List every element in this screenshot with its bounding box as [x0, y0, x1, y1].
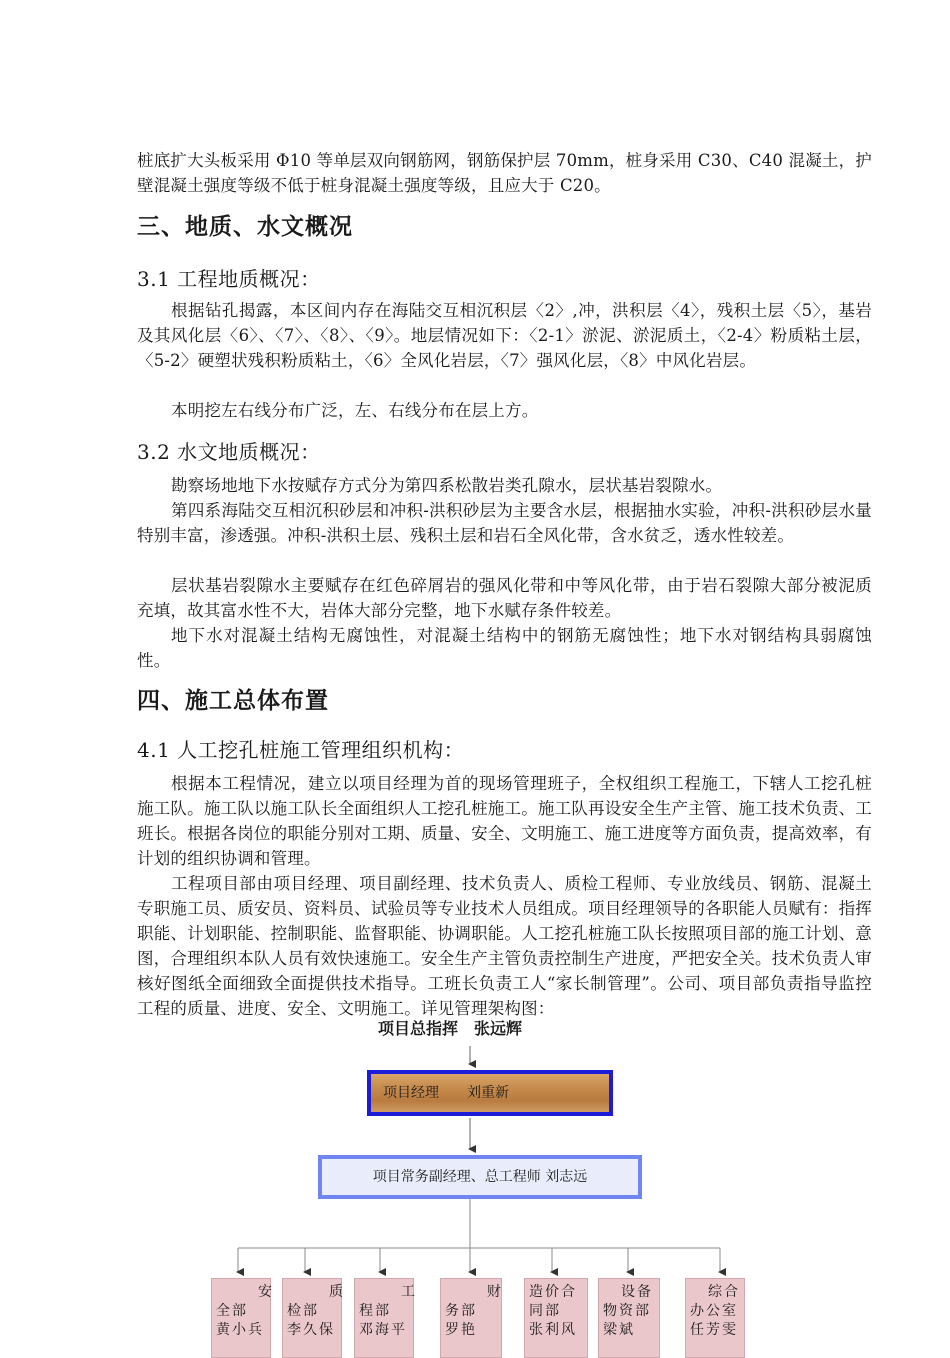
org-dept-cost-contract: 造价合同部 张利风	[524, 1278, 588, 1358]
org-dept-quality: 质检部 李久保	[282, 1278, 342, 1358]
org-chart-top-commander: 项目总指挥 张远辉	[378, 1019, 523, 1038]
paragraph-4-1-a: 根据本工程情况，建立以项目经理为首的现场管理班子，全权组织工程施工，下辖人工挖孔桩施工队。施工队以施工队长全面组织人工挖孔桩施工。施工队再设安全生产主管、施工技术负责、工班长。根据各岗位的职能分别对工期、质量、安全、文明施工、施工进度等方面负责，提高效率，有计划的组织协调和管理。	[137, 774, 872, 868]
org-dept-engineering: 工程部 邓海平	[354, 1278, 414, 1358]
paragraph-3-2-d: 地下水对混凝土结构无腐蚀性，对混凝土结构中的钢筋无腐蚀性；地下水对钢结构具弱腐蚀性。	[137, 626, 872, 670]
org-dept-finance: 财务部 罗艳	[440, 1278, 502, 1358]
subsection-heading-3-2: 3.2 水文地质概况：	[137, 440, 321, 464]
subsection-heading-3-1: 3.1 工程地质概况：	[137, 267, 321, 291]
org-dept-safety: 安全部 黄小兵	[211, 1278, 271, 1358]
paragraph-3-2-b: 第四系海陆交互相沉积砂层和冲积-洪积砂层为主要含水层，根据抽水实验，冲积-洪积砂层水量特别丰富，渗透强。冲积-洪积土层、残积土层和岩石全风化带，含水贫乏，透水性较差。	[137, 501, 872, 545]
subsection-heading-4-1: 4.1 人工挖孔桩施工管理组织机构：	[137, 738, 465, 762]
org-box-project-manager: 项目经理 刘重新	[367, 1070, 613, 1116]
paragraph-3-2-c: 层状基岩裂隙水主要赋存在红色碎屑岩的强风化带和中等风化带，由于岩石裂隙大部分被泥质充填，故其富水性不大，岩体大部分完整，地下水赋存条件较差。	[137, 576, 872, 620]
paragraph-3-2-a: 勘察场地地下水按赋存方式分为第四系松散岩类孔隙水，层状基岩裂隙水。	[171, 476, 723, 495]
org-dept-office: 综合办公室 任芳雯	[685, 1278, 745, 1358]
paragraph-3-1-a: 根据钻孔揭露，本区间内存在海陆交互相沉积层〈2〉,冲，洪积层〈4〉，残积土层〈5〉，基岩及其风化层〈6〉、〈7〉、〈8〉、〈9〉。地层情况如下：〈2-1〉淤泥、淤泥质土，〈2-4〉粉质粘土层，〈5-2〉硬塑状残积粉质粘土，〈6〉全风化岩层，〈7〉强风化层，〈8〉中风化岩层。	[137, 301, 872, 370]
org-dept-equipment: 设备物资部 梁斌	[598, 1278, 660, 1358]
paragraph-4-1-b: 工程项目部由项目经理、项目副经理、技术负责人、质检工程师、专业放线员、钢筋、混凝土专职施工员、质安员、资料员、试验员等专业技术人员组成。项目经理领导的各职能人员赋有：指挥职能、计划职能、控制职能、监督职能、协调职能。人工挖孔桩施工队长按照项目部的施工计划、意图，合理组织本队人员有效快速施工。安全生产主管负责控制生产进度，严把安全关。技术负责人审核好图纸全面细致全面提供技术指导。工班长负责工人“家长制管理”。公司、项目部负责指导监控工程的质量、进度、安全、文明施工。详见管理架构图：	[137, 874, 872, 1018]
org-box-deputy-manager: 项目常务副经理、总工程师 刘志远	[318, 1155, 642, 1199]
intro-paragraph: 桩底扩大头板采用 Φ10 等单层双向钢筋网，钢筋保护层 70mm，桩身采用 C30、C40 混凝土，护壁混凝土强度等级不低于桩身混凝土强度等级，且应大于 C20。	[137, 151, 872, 195]
paragraph-3-1-b: 本明挖左右线分布广泛，左、右线分布在层上方。	[171, 401, 539, 420]
section-heading-3: 三、地质、水文概况	[137, 214, 353, 240]
section-heading-4: 四、施工总体布置	[137, 688, 329, 714]
